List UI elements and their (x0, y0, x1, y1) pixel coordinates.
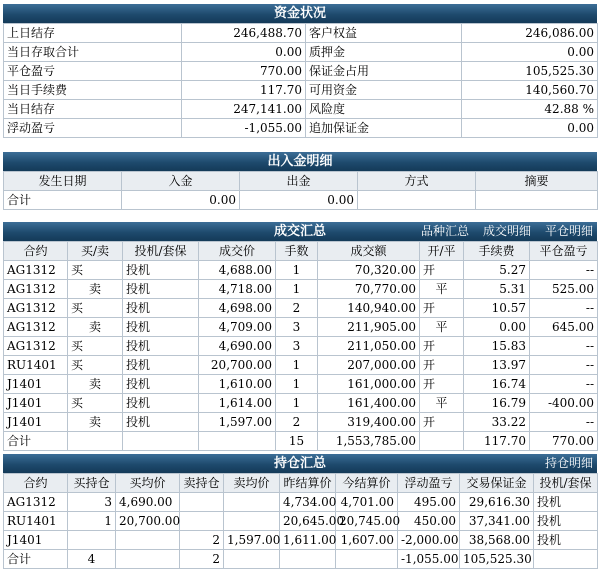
table-cell: 4,690.00 (199, 337, 276, 356)
table-cell: 4,701.00 (336, 493, 398, 512)
table-cell: 20,645.00 (280, 512, 336, 531)
table-cell: 161,400.00 (318, 394, 420, 413)
funds-value: 42.88 % (462, 100, 598, 119)
column-header: 合约 (4, 242, 68, 261)
table-cell: 开 (420, 261, 464, 280)
table-cell: 1 (68, 512, 116, 531)
table-cell: 平 (420, 280, 464, 299)
table-cell (224, 512, 280, 531)
table-cell: 20,700.00 (199, 356, 276, 375)
funds-row (4, 62, 598, 81)
table-cell (358, 191, 476, 210)
table-cell: 450.00 (398, 512, 460, 531)
table-cell: 买 (68, 261, 123, 280)
table-cell: AG1312 (4, 261, 68, 280)
funds-label: 风险度 (306, 100, 462, 119)
funds-value: 246,086.00 (462, 24, 598, 43)
table-cell: 117.70 (464, 432, 530, 451)
inout-table (3, 171, 598, 210)
table-cell: 卖 (68, 413, 123, 432)
funds-panel (3, 4, 597, 138)
funds-value: 0.00 (182, 43, 306, 62)
funds-row (4, 100, 598, 119)
positions-title-bar (3, 454, 597, 473)
table-cell: 1,597.00 (224, 531, 280, 550)
table-cell: 4 (68, 550, 116, 569)
table-row (4, 261, 598, 280)
funds-label: 保证金占用 (306, 62, 462, 81)
table-cell (68, 432, 123, 451)
funds-label: 可用资金 (306, 81, 462, 100)
table-cell (280, 550, 336, 569)
column-header: 平仓盈亏 (530, 242, 598, 261)
table-cell: 投机 (123, 394, 199, 413)
funds-value: 246,488.70 (182, 24, 306, 43)
table-cell: 1,597.00 (199, 413, 276, 432)
column-header: 今结算价 (336, 474, 398, 493)
table-cell: 1,553,785.00 (318, 432, 420, 451)
table-cell: 20,700.00 (116, 512, 180, 531)
table-cell: 0.00 (464, 318, 530, 337)
inout-panel (3, 152, 597, 210)
funds-title: 资金状况 (3, 4, 597, 23)
table-cell (199, 432, 276, 451)
table-cell (336, 550, 398, 569)
table-cell: 投机 (123, 337, 199, 356)
funds-row (4, 24, 598, 43)
funds-value: -1,055.00 (182, 119, 306, 138)
trades-header-row (4, 242, 598, 261)
table-cell: 投机 (534, 512, 598, 531)
table-row (4, 493, 598, 512)
inout-total-row (4, 191, 598, 210)
funds-label: 当日存取合计 (4, 43, 182, 62)
trades-link[interactable]: 品种汇总 (420, 224, 469, 238)
table-cell: J1401 (4, 375, 68, 394)
table-cell: 1,614.00 (199, 394, 276, 413)
funds-value: 770.00 (182, 62, 306, 81)
table-cell: 开 (420, 413, 464, 432)
funds-label: 追加保证金 (306, 119, 462, 138)
table-cell: -2,000.00 (398, 531, 460, 550)
funds-value: 0.00 (462, 43, 598, 62)
positions-links (531, 454, 593, 473)
table-cell: 211,905.00 (318, 318, 420, 337)
table-cell: 0.00 (240, 191, 358, 210)
table-cell (534, 550, 598, 569)
funds-label: 当日结存 (4, 100, 182, 119)
funds-label: 上日结存 (4, 24, 182, 43)
table-cell: 5.27 (464, 261, 530, 280)
table-cell: 37,341.00 (460, 512, 534, 531)
table-cell: 2 (276, 299, 318, 318)
table-cell (180, 512, 224, 531)
column-header: 浮动盈亏 (398, 474, 460, 493)
table-cell: 1 (276, 375, 318, 394)
column-header: 卖持仓 (180, 474, 224, 493)
table-cell: 投机 (123, 261, 199, 280)
table-cell: 645.00 (530, 318, 598, 337)
funds-value: 0.00 (462, 119, 598, 138)
trades-total-row (4, 432, 598, 451)
table-cell: 70,320.00 (318, 261, 420, 280)
table-cell: AG1312 (4, 280, 68, 299)
table-cell (476, 191, 598, 210)
table-cell (116, 531, 180, 550)
column-header: 投机/套保 (123, 242, 199, 261)
column-header: 开/平 (420, 242, 464, 261)
trades-link[interactable]: 平仓明细 (544, 224, 593, 238)
table-cell: 1,607.00 (336, 531, 398, 550)
table-cell: 4,690.00 (116, 493, 180, 512)
table-cell: J1401 (4, 413, 68, 432)
table-cell: RU1401 (4, 512, 68, 531)
table-cell: -- (530, 356, 598, 375)
table-cell: 13.97 (464, 356, 530, 375)
table-row (4, 299, 598, 318)
trades-link[interactable]: 成交明细 (482, 224, 531, 238)
table-cell: 15.83 (464, 337, 530, 356)
positions-title: 持仓汇总 (273, 456, 326, 471)
column-header: 成交额 (318, 242, 420, 261)
column-header: 手续费 (464, 242, 530, 261)
table-cell: 207,000.00 (318, 356, 420, 375)
table-cell: 3 (276, 337, 318, 356)
table-row (4, 394, 598, 413)
table-cell: 5.31 (464, 280, 530, 299)
table-cell: 211,050.00 (318, 337, 420, 356)
table-cell: 卖 (68, 318, 123, 337)
table-cell: 开 (420, 299, 464, 318)
trades-links (407, 222, 593, 241)
table-cell: 4,698.00 (199, 299, 276, 318)
table-cell: 投机 (123, 356, 199, 375)
table-cell: 525.00 (530, 280, 598, 299)
table-cell (116, 550, 180, 569)
column-header: 合约 (4, 474, 68, 493)
table-cell: 105,525.30 (460, 550, 534, 569)
table-cell (68, 531, 116, 550)
column-header: 卖均价 (224, 474, 280, 493)
table-cell: 合计 (4, 191, 122, 210)
table-cell (123, 432, 199, 451)
table-cell: 15 (276, 432, 318, 451)
table-cell: 投机 (534, 493, 598, 512)
table-cell: 投机 (123, 299, 199, 318)
table-cell: 70,770.00 (318, 280, 420, 299)
table-cell: 开 (420, 375, 464, 394)
table-cell: 4,688.00 (199, 261, 276, 280)
table-cell: 卖 (68, 280, 123, 299)
inout-header-row (4, 172, 598, 191)
table-cell: 161,000.00 (318, 375, 420, 394)
table-cell: 买 (68, 337, 123, 356)
table-row (4, 337, 598, 356)
column-header: 入金 (122, 172, 240, 191)
table-cell: 开 (420, 337, 464, 356)
table-row (4, 375, 598, 394)
table-cell: 1,610.00 (199, 375, 276, 394)
trades-title-bar (3, 222, 597, 241)
column-header: 投机/套保 (534, 474, 598, 493)
table-cell: 38,568.00 (460, 531, 534, 550)
table-cell: AG1312 (4, 493, 68, 512)
table-cell: 投机 (123, 318, 199, 337)
column-header: 手数 (276, 242, 318, 261)
positions-table (3, 473, 598, 569)
table-cell: -- (530, 337, 598, 356)
table-cell: -- (530, 375, 598, 394)
table-cell: 29,616.30 (460, 493, 534, 512)
trades-title: 成交汇总 (273, 224, 326, 239)
table-cell: 买 (68, 356, 123, 375)
table-cell: 卖 (68, 375, 123, 394)
table-cell: 1 (276, 280, 318, 299)
table-cell: 2 (180, 550, 224, 569)
trades-table (3, 241, 598, 451)
column-header: 方式 (358, 172, 476, 191)
funds-row (4, 43, 598, 62)
table-cell: AG1312 (4, 337, 68, 356)
funds-row (4, 119, 598, 138)
funds-label: 客户权益 (306, 24, 462, 43)
positions-header-row (4, 474, 598, 493)
table-cell: 1 (276, 356, 318, 375)
column-header: 发生日期 (4, 172, 122, 191)
table-cell (180, 493, 224, 512)
funds-value: 117.70 (182, 81, 306, 100)
table-cell: 10.57 (464, 299, 530, 318)
column-header: 买/卖 (68, 242, 123, 261)
table-cell: 4,718.00 (199, 280, 276, 299)
table-cell: AG1312 (4, 318, 68, 337)
table-cell: 2 (180, 531, 224, 550)
table-cell: -1,055.00 (398, 550, 460, 569)
table-cell: 4,734.00 (280, 493, 336, 512)
table-row (4, 280, 598, 299)
table-cell: 16.74 (464, 375, 530, 394)
table-cell: 140,940.00 (318, 299, 420, 318)
table-row (4, 318, 598, 337)
table-row (4, 413, 598, 432)
table-cell: 1 (276, 261, 318, 280)
table-cell (224, 550, 280, 569)
table-cell: 合计 (4, 432, 68, 451)
table-cell: 2 (276, 413, 318, 432)
table-cell: AG1312 (4, 299, 68, 318)
table-cell: 4,709.00 (199, 318, 276, 337)
table-cell: 投机 (123, 413, 199, 432)
column-header: 交易保证金 (460, 474, 534, 493)
trades-panel (3, 222, 597, 451)
funds-row (4, 81, 598, 100)
table-cell: 0.00 (122, 191, 240, 210)
table-cell: 16.79 (464, 394, 530, 413)
table-cell: 买 (68, 299, 123, 318)
table-cell: 3 (276, 318, 318, 337)
column-header: 出金 (240, 172, 358, 191)
table-cell: 投机 (123, 375, 199, 394)
funds-label: 浮动盈亏 (4, 119, 182, 138)
table-cell (420, 432, 464, 451)
table-cell: 770.00 (530, 432, 598, 451)
table-cell: 平 (420, 394, 464, 413)
positions-panel (3, 454, 597, 569)
table-cell: 1 (276, 394, 318, 413)
table-cell: 开 (420, 356, 464, 375)
table-row (4, 356, 598, 375)
table-cell: 1,611.00 (280, 531, 336, 550)
table-cell: 平 (420, 318, 464, 337)
positions-total-row (4, 550, 598, 569)
table-cell: J1401 (4, 531, 68, 550)
column-header: 成交价 (199, 242, 276, 261)
table-cell: 319,400.00 (318, 413, 420, 432)
table-row (4, 531, 598, 550)
funds-value: 140,560.70 (462, 81, 598, 100)
table-cell: RU1401 (4, 356, 68, 375)
column-header: 买均价 (116, 474, 180, 493)
table-cell: 495.00 (398, 493, 460, 512)
funds-table (3, 23, 598, 138)
table-cell: 合计 (4, 550, 68, 569)
table-cell: -- (530, 299, 598, 318)
table-cell: 3 (68, 493, 116, 512)
table-cell: J1401 (4, 394, 68, 413)
column-header: 摘要 (476, 172, 598, 191)
column-header: 买持仓 (68, 474, 116, 493)
table-cell: 投机 (534, 531, 598, 550)
column-header: 昨结算价 (280, 474, 336, 493)
funds-value: 247,141.00 (182, 100, 306, 119)
funds-label: 质押金 (306, 43, 462, 62)
inout-title: 出入金明细 (3, 152, 597, 171)
table-cell: -- (530, 413, 598, 432)
table-cell: 投机 (123, 280, 199, 299)
table-cell: 买 (68, 394, 123, 413)
table-cell: -- (530, 261, 598, 280)
funds-label: 平仓盈亏 (4, 62, 182, 81)
funds-label: 当日手续费 (4, 81, 182, 100)
positions-link[interactable]: 持仓明细 (544, 456, 593, 470)
table-cell (224, 493, 280, 512)
table-cell: 20,745.00 (336, 512, 398, 531)
table-cell: 33.22 (464, 413, 530, 432)
funds-value: 105,525.30 (462, 62, 598, 81)
table-row (4, 512, 598, 531)
table-cell: -400.00 (530, 394, 598, 413)
